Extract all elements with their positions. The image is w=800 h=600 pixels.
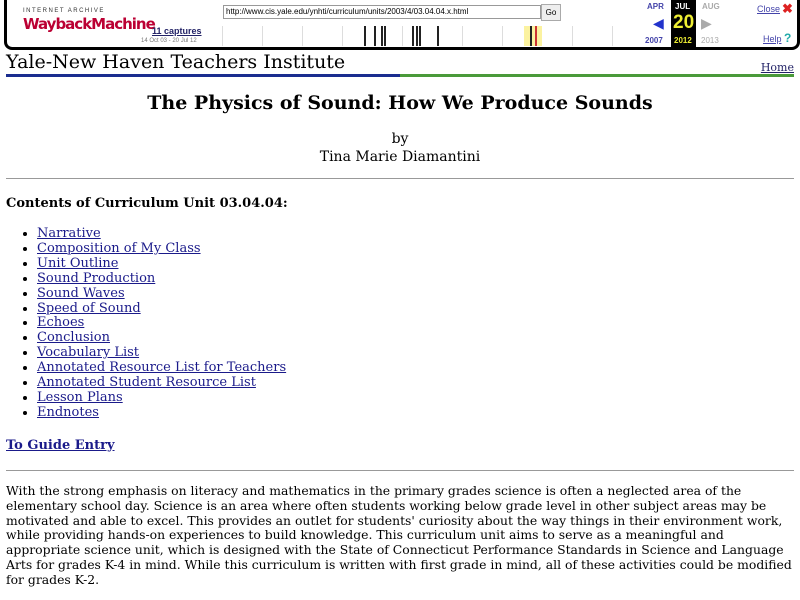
contents-link[interactable]: Narrative bbox=[37, 226, 101, 241]
prev-year[interactable]: 2007 bbox=[645, 36, 663, 45]
list-item bbox=[37, 391, 286, 406]
list-item bbox=[37, 331, 286, 346]
list-item bbox=[37, 376, 286, 391]
header-rule bbox=[6, 74, 794, 77]
contents-heading: Contents of Curriculum Unit 03.04.04: bbox=[6, 196, 288, 211]
page-title: The Physics of Sound: How We Produce Sounds bbox=[147, 92, 653, 114]
url-input[interactable]: http://www.cis.yale.edu/ynhti/curriculum/units/2003/4/03.04.04.x.html bbox=[223, 5, 541, 19]
go-button[interactable]: Go bbox=[541, 4, 561, 21]
contents-link[interactable]: Lesson Plans bbox=[37, 389, 123, 405]
home-link[interactable]: Home bbox=[760, 61, 794, 74]
contents-link[interactable]: Speed of Sound bbox=[37, 300, 141, 316]
next-arrow-icon: ▶ bbox=[701, 15, 712, 31]
divider bbox=[6, 470, 794, 471]
contents-link[interactable]: Unit Outline bbox=[37, 255, 119, 271]
list-item bbox=[37, 346, 286, 361]
narrative-paragraph: With the strong emphasis on literacy and mathematics in the primary grades science is often a neglected area of the elementary school day. Science is an area where often students working below grade level in other subject areas may be motivated and able to excel. This provides an outlet for students' curiosity about the way things in their environment work, while providing hands-on experiences to build knowledge. This curriculum unit aims to serve as a meaningful and appropriate science unit, which is designed with the State of Connecticut Performance Standards in Science and Language Arts for grades K-4 in mind. While this curriculum is written with first grade in mind, all of these activities could be modified for grades K-2. bbox=[6, 483, 792, 587]
site-title: Yale-New Haven Teachers Institute bbox=[6, 51, 346, 73]
list-item bbox=[37, 287, 286, 302]
current-year: 2012 bbox=[674, 36, 692, 45]
contents-link[interactable]: Vocabulary List bbox=[37, 345, 140, 361]
list-item bbox=[37, 242, 286, 257]
next-year: 2013 bbox=[701, 36, 719, 45]
current-day: 20 bbox=[673, 12, 695, 33]
list-item bbox=[37, 227, 286, 242]
captures-link[interactable]: 11 captures bbox=[152, 26, 202, 36]
contents-link[interactable]: Conclusion bbox=[37, 330, 110, 346]
list-item bbox=[37, 302, 286, 317]
contents-link[interactable]: Annotated Student Resource List bbox=[37, 375, 256, 391]
wayback-logo[interactable]: WaybackMachine bbox=[23, 15, 155, 33]
guide-entry-link[interactable]: To Guide Entry bbox=[6, 438, 115, 453]
prev-arrow-icon[interactable]: ◀ bbox=[653, 15, 664, 31]
help-link[interactable]: Help bbox=[763, 34, 782, 44]
prev-month[interactable]: APR bbox=[647, 2, 664, 11]
list-item bbox=[37, 257, 286, 272]
author: Tina Marie Diamantini bbox=[319, 149, 481, 165]
capture-timeline[interactable] bbox=[212, 24, 637, 46]
divider bbox=[6, 178, 794, 179]
contents-link[interactable]: Sound Waves bbox=[37, 285, 125, 301]
capture-range: 14 Oct 03 - 20 Jul 12 bbox=[141, 38, 197, 44]
list-item bbox=[37, 272, 286, 287]
list-item bbox=[37, 361, 286, 376]
contents-link[interactable]: Endnotes bbox=[37, 404, 99, 420]
next-month: AUG bbox=[702, 2, 720, 11]
contents-link[interactable]: Composition of My Class bbox=[37, 240, 201, 256]
help-icon[interactable]: ? bbox=[784, 31, 792, 45]
contents-link[interactable]: Sound Production bbox=[37, 270, 156, 286]
contents-list bbox=[0, 227, 286, 421]
wayback-toolbar bbox=[4, 0, 800, 50]
by-label: by bbox=[391, 131, 409, 147]
current-month: JUL bbox=[675, 2, 691, 11]
list-item bbox=[37, 406, 286, 421]
close-icon[interactable]: ✖ bbox=[782, 1, 793, 16]
ia-label: INTERNET ARCHIVE bbox=[23, 8, 105, 14]
close-link[interactable]: Close bbox=[757, 4, 781, 14]
contents-link[interactable]: Annotated Resource List for Teachers bbox=[37, 360, 287, 376]
list-item bbox=[37, 316, 286, 331]
contents-link[interactable]: Echoes bbox=[37, 315, 85, 331]
